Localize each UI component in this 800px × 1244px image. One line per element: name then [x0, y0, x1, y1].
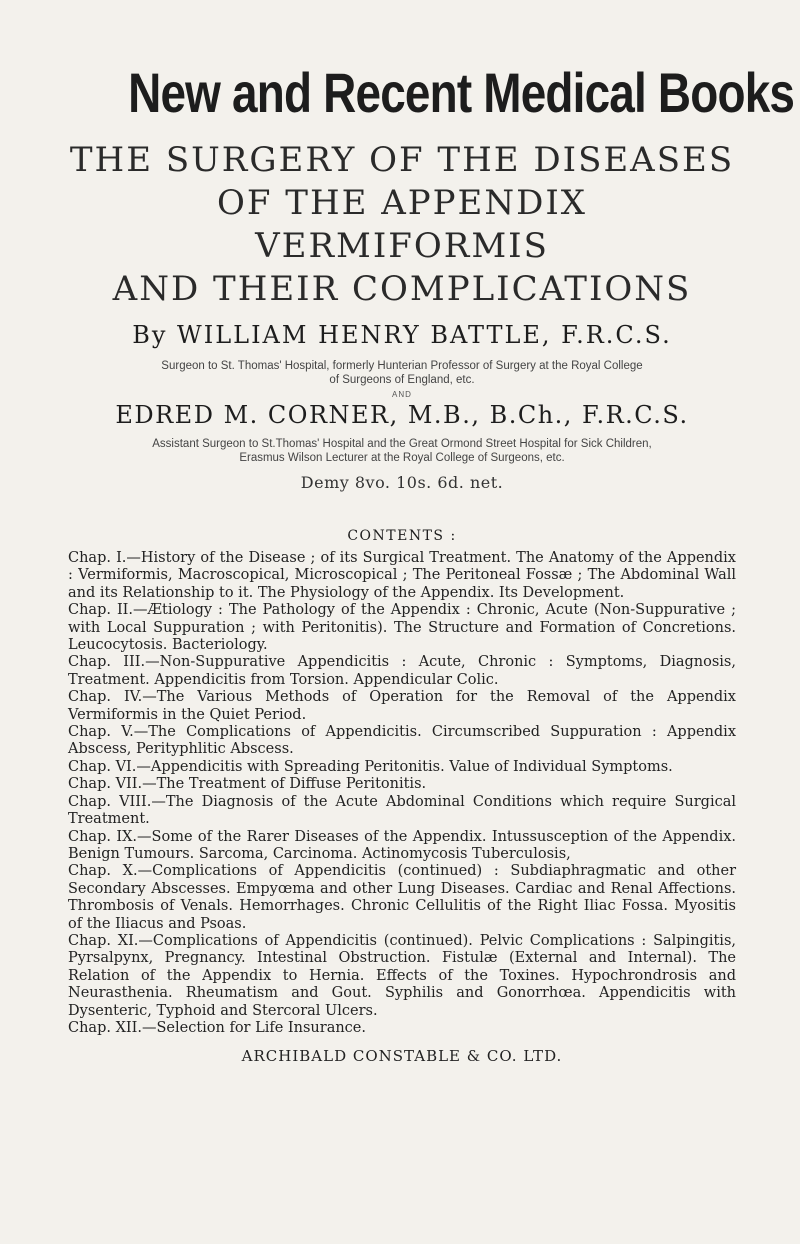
- author-2-affiliation-line-2: Erasmus Wilson Lecturer at the Royal College of Surgeons, etc.: [239, 452, 565, 464]
- chapter-11: Chap. XI.—Complications of Appendicitis (continued). Pelvic Complications : Salpingitis, Pyrsalpynx, Pregnancy. Intestinal Obstruction. Fistulæ (External and Internal). The Relation of the Appendix to Hernia. Effects of the Toxines. Hypochrondrosis and Neurasthenia. Rheumatism and Gout. Syphilis and Gonorrhœa. Appendicitis with Dysenteric, Typhoid and Stercoral Ulcers.: [68, 932, 736, 1019]
- chapter-10: Chap. X.—Complications of Appendicitis (continued) : Subdiaphragmatic and other Secondary Abscesses. Empyœma and other Lung Diseases. Cardiac and Renal Affections. Thrombosis of Venals. Hemorrhages. Chronic Cellulitis of the Right Iliac Fossa. Myositis of the Iliacus and Psoas.: [68, 863, 736, 932]
- chapter-7: Chap. VII.—The Treatment of Diffuse Peritonitis.: [68, 776, 427, 793]
- chapter-list: [68, 550, 736, 1037]
- chapter-9: Chap. IX.—Some of the Rarer Diseases of the Appendix. Intussusception of the Appendix. Benign Tumours. Sarcoma, Carcinoma. Actinomycosis Tuberculosis,: [68, 828, 736, 862]
- contents-title: CONTENTS :: [347, 528, 457, 544]
- chapter-2: Chap. II.—Ætiology : The Pathology of the Appendix : Chronic, Acute (Non-Suppurative ; with Local Suppuration ; with Peritonitis). The Structure and Formation of Concretions. Leucocytosis. Bacteriology.: [68, 602, 736, 654]
- chapter-6: Chap. VI.—Appendicitis with Spreading Peritonitis. Value of Individual Symptoms.: [68, 758, 673, 775]
- author-2: EDRED M. CORNER, M.B., B.Ch., F.R.C.S.: [115, 401, 689, 429]
- chapter-3: Chap. III.—Non-Suppurative Appendicitis : Acute, Chronic : Symptoms, Diagnosis, Treatment. Appendicitis from Torsion. Appendicular Colic.: [68, 654, 736, 688]
- headline: New and Recent Medical Books: [128, 61, 795, 124]
- chapter-4: Chap. IV.—The Various Methods of Operation for the Removal of the Appendix Vermiformis in the Quiet Period.: [68, 689, 736, 723]
- author-1-affiliation-line-2: of Surgeons of England, etc.: [329, 374, 475, 386]
- chapter-5: Chap. V.—The Complications of Appendicitis. Circumscribed Suppuration : Appendix Abscess, Perityphlitic Abscess.: [68, 724, 736, 758]
- price: Demy 8vo. 10s. 6d. net.: [300, 473, 504, 492]
- book-title-line-2: OF THE APPENDIX VERMIFORMIS: [217, 183, 587, 266]
- book-title: [68, 139, 736, 311]
- book-title-line-1: THE SURGERY OF THE DISEASES: [69, 140, 735, 180]
- chapter-12: Chap. XII.—Selection for Life Insurance.: [68, 1019, 366, 1036]
- book-title-line-3: AND THEIR COMPLICATIONS: [112, 269, 692, 309]
- chapter-8: Chap. VIII.—The Diagnosis of the Acute Abdominal Conditions which require Surgical Treatment.: [68, 793, 736, 828]
- and-separator: AND: [392, 390, 412, 399]
- author-1: By WILLIAM HENRY BATTLE, F.R.C.S.: [132, 321, 672, 349]
- author-1-affiliation-line-1: Surgeon to St. Thomas' Hospital, formerly Hunterian Professor of Surgery at the Royal College: [161, 360, 643, 372]
- chapter-1: Chap. I.—History of the Disease ; of its Surgical Treatment. The Anatomy of the Appendix : Vermiformis, Macroscopical, Microscopical ; The Peritoneal Fossæ ; The Abdominal Wall and its Relationship to it. The Physiology of the Appendix. Its Development.: [68, 550, 736, 601]
- publisher: ARCHIBALD CONSTABLE & CO. LTD.: [241, 1047, 563, 1066]
- author-2-affiliation-line-1: Assistant Surgeon to St.Thomas' Hospital and the Great Ormond Street Hospital for Sick Children,: [152, 438, 652, 450]
